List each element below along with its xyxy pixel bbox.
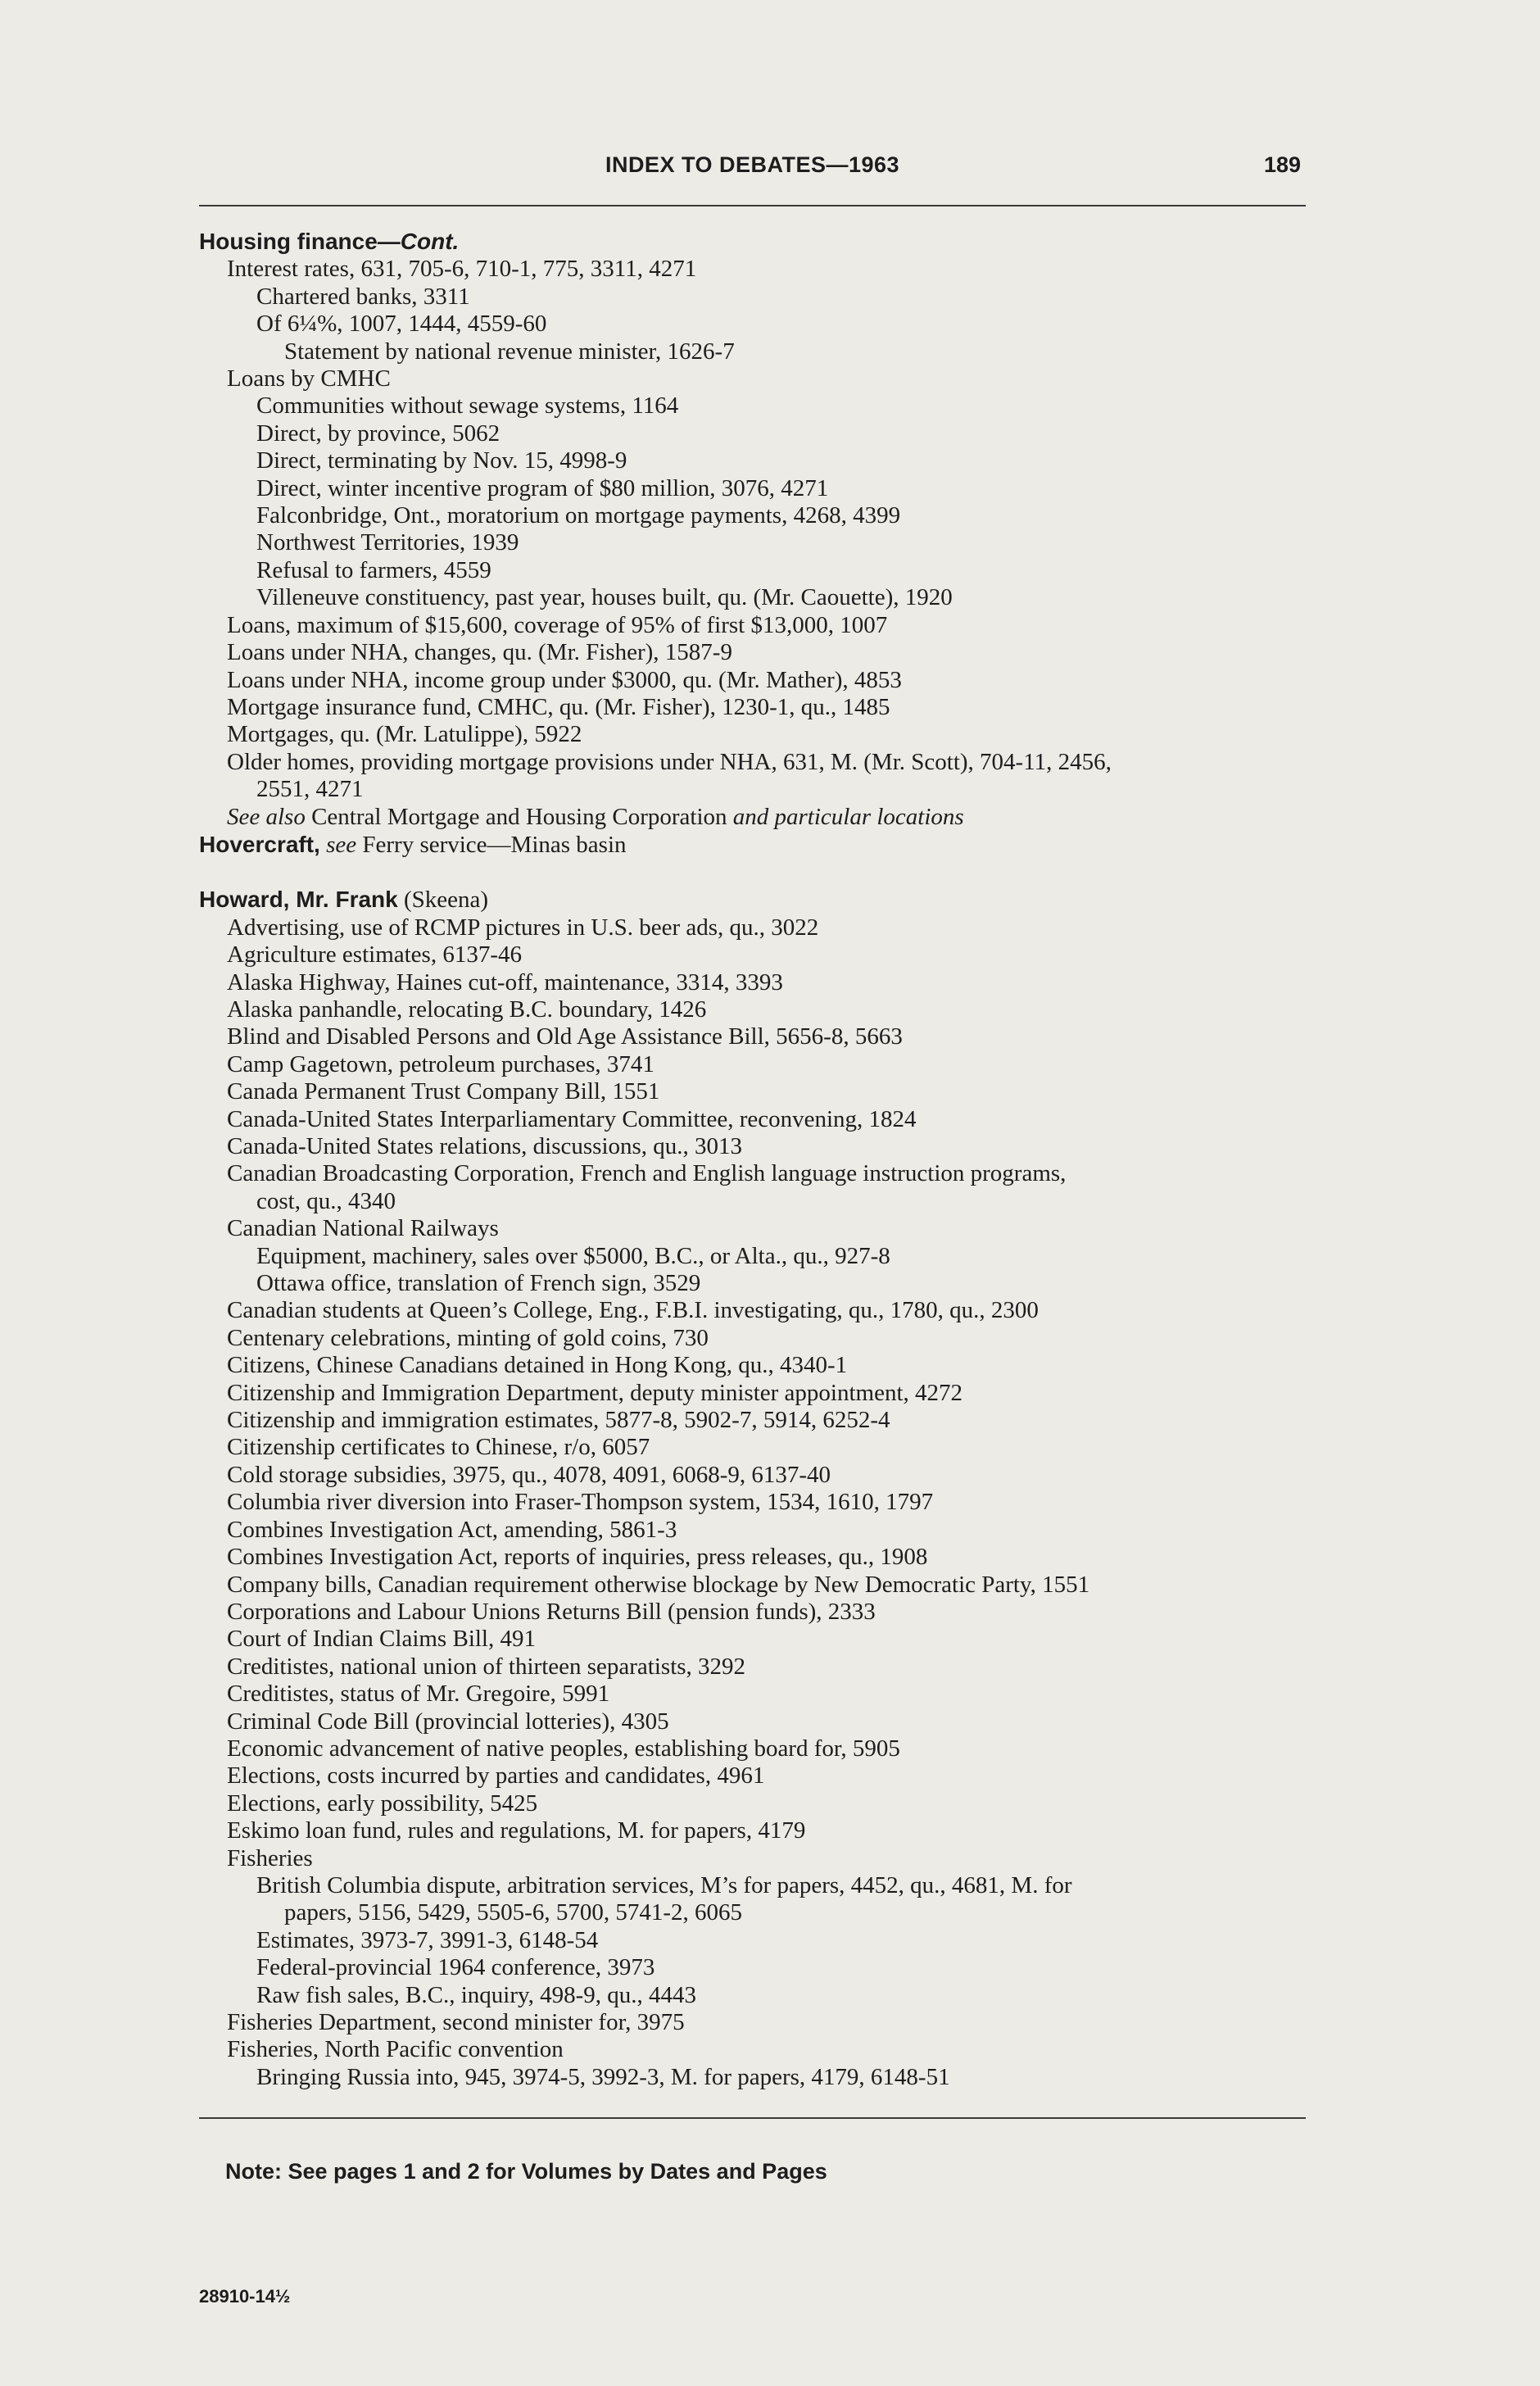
list-item: Citizenship and immigration estimates, 5877-8, 5902-7, 5914, 6252-4 [227, 1407, 890, 1434]
list-item: Northwest Territories, 1939 [256, 529, 519, 556]
list-item: Blind and Disabled Persons and Old Age Assistance Bill, 5656-8, 5663 [227, 1023, 903, 1050]
list-item: Loans, maximum of $15,600, coverage of 95% of first $13,000, 1007 [227, 611, 888, 638]
list-item: Raw fish sales, B.C., inquiry, 498-9, qu., 4443 [256, 1981, 697, 2008]
list-item: Creditistes, national union of thirteen separatists, 3292 [227, 1653, 746, 1680]
list-item: Centenary celebrations, minting of gold coins, 730 [227, 1324, 709, 1351]
list-item: Loans under NHA, changes, qu. (Mr. Fisher), 1587-9 [227, 639, 732, 666]
see-also: See also Central Mortgage and Housing Corporation and particular locations [227, 803, 964, 830]
list-item: Fisheries [227, 1844, 313, 1871]
list-item-continuation: papers, 5156, 5429, 5505-6, 5700, 5741-2, 6065 [284, 1899, 743, 1926]
list-item: Direct, winter incentive program of $80 million, 3076, 4271 [256, 474, 829, 501]
list-item: Federal-provincial 1964 conference, 3973 [256, 1954, 655, 1981]
list-item: Older homes, providing mortgage provisions under NHA, 631, M. (Mr. Scott), 704-11, 2456, [227, 748, 1112, 775]
list-item: Fisheries Department, second minister for, 3975 [227, 2009, 685, 2035]
list-item: Elections, early possibility, 5425 [227, 1790, 538, 1817]
list-item: British Columbia dispute, arbitration services, M’s for papers, 4452, qu., 4681, M. for [256, 1871, 1072, 1898]
list-item: Statement by national revenue minister, 1626-7 [284, 338, 735, 365]
list-item: Corporations and Labour Unions Returns Bill (pension funds), 2333 [227, 1598, 876, 1625]
list-item: Citizenship certificates to Chinese, r/o, 6057 [227, 1434, 650, 1461]
list-item: Citizens, Chinese Canadians detained in Hong Kong, qu., 4340-1 [227, 1352, 848, 1379]
entry-heading: Housing finance—Cont. [199, 229, 460, 254]
list-item: Equipment, machinery, sales over $5000, B.C., or Alta., qu., 927-8 [256, 1242, 890, 1269]
list-item: Canada-United States Interparliamentary Committee, reconvening, 1824 [227, 1105, 917, 1132]
list-item: Bringing Russia into, 945, 3974-5, 3992-3, M. for papers, 4179, 6148-51 [256, 2063, 950, 2090]
list-item: Cold storage subsidies, 3975, qu., 4078, 4091, 6068-9, 6137-40 [227, 1461, 831, 1488]
list-item: Criminal Code Bill (provincial lotteries), 4305 [227, 1708, 669, 1735]
list-item: Elections, costs incurred by parties and candidates, 4961 [227, 1762, 765, 1790]
list-item: Alaska Highway, Haines cut-off, maintenance, 3314, 3393 [227, 968, 783, 996]
entry-heading: Howard, Mr. Frank (Skeena) [199, 887, 489, 914]
index-entries [199, 228, 1313, 2091]
list-item: Creditistes, status of Mr. Gregoire, 5991 [227, 1681, 610, 1708]
header-rule [199, 205, 1306, 206]
list-item: Citizenship and Immigration Department, deputy minister appointment, 4272 [227, 1379, 963, 1406]
list-item: Canada Permanent Trust Company Bill, 1551 [227, 1078, 660, 1105]
list-item: Communities without sewage systems, 1164 [256, 392, 679, 420]
list-item-continuation: 2551, 4271 [256, 776, 364, 803]
list-item: Direct, terminating by Nov. 15, 4998-9 [256, 447, 627, 474]
list-item: Court of Indian Claims Bill, 491 [227, 1626, 536, 1653]
print-code: 28910-14½ [199, 2286, 291, 2307]
list-item: Chartered banks, 3311 [256, 283, 470, 310]
page-number: 189 [1263, 152, 1301, 177]
list-item: Agriculture estimates, 6137-46 [227, 941, 522, 968]
page-title: INDEX TO DEBATES—1963 [605, 152, 900, 177]
list-item: Canadian National Railways [227, 1215, 499, 1242]
list-item: Falconbridge, Ont., moratorium on mortgage payments, 4268, 4399 [256, 502, 901, 529]
list-item: Direct, by province, 5062 [256, 420, 500, 447]
footer-note: Note: See pages 1 and 2 for Volumes by Dates and Pages [225, 2159, 827, 2184]
list-item: Mortgage insurance fund, CMHC, qu. (Mr. Fisher), 1230-1, qu., 1485 [227, 693, 890, 720]
list-item: Interest rates, 631, 705-6, 710-1, 775, 3311, 4271 [227, 256, 697, 283]
list-item: Economic advancement of native peoples, establishing board for, 5905 [227, 1735, 900, 1762]
list-item: Eskimo loan fund, rules and regulations, M. for papers, 4179 [227, 1817, 806, 1844]
footer-rule [199, 2117, 1306, 2119]
list-item: Mortgages, qu. (Mr. Latulippe), 5922 [227, 721, 582, 748]
list-item: Combines Investigation Act, amending, 5861-3 [227, 1516, 677, 1543]
list-item: Ottawa office, translation of French sign, 3529 [256, 1270, 701, 1297]
list-item: Villeneuve constituency, past year, houses built, qu. (Mr. Caouette), 1920 [256, 584, 953, 611]
list-item: Combines Investigation Act, reports of inquiries, press releases, qu., 1908 [227, 1544, 928, 1571]
entry-heading: Hovercraft, see Ferry service—Minas basin [199, 831, 627, 858]
page-header [199, 152, 1306, 185]
list-item: Canada-United States relations, discussions, qu., 3013 [227, 1133, 743, 1159]
list-item-continuation: cost, qu., 4340 [256, 1187, 396, 1214]
list-item: Canadian students at Queen’s College, Eng., F.B.I. investigating, qu., 1780, qu., 2300 [227, 1297, 1039, 1324]
list-item: Columbia river diversion into Fraser-Thompson system, 1534, 1610, 1797 [227, 1489, 934, 1516]
list-item: Alaska panhandle, relocating B.C. boundary, 1426 [227, 996, 707, 1023]
list-item: Fisheries, North Pacific convention [227, 2036, 564, 2063]
list-item: Loans under NHA, income group under $3000, qu. (Mr. Mather), 4853 [227, 666, 902, 693]
list-item: Refusal to farmers, 4559 [256, 556, 491, 583]
list-item: Advertising, use of RCMP pictures in U.S. beer ads, qu., 3022 [227, 914, 819, 941]
list-item: Estimates, 3973-7, 3991-3, 6148-54 [256, 1926, 599, 1953]
list-item: Canadian Broadcasting Corporation, French and English language instruction programs, [227, 1160, 1067, 1187]
list-item: Company bills, Canadian requirement otherwise blockage by New Democratic Party, 1551 [227, 1571, 1090, 1598]
list-item: Loans by CMHC [227, 365, 391, 392]
list-item: Of 6¼%, 1007, 1444, 4559-60 [256, 311, 547, 338]
list-item: Camp Gagetown, petroleum purchases, 3741 [227, 1050, 654, 1077]
